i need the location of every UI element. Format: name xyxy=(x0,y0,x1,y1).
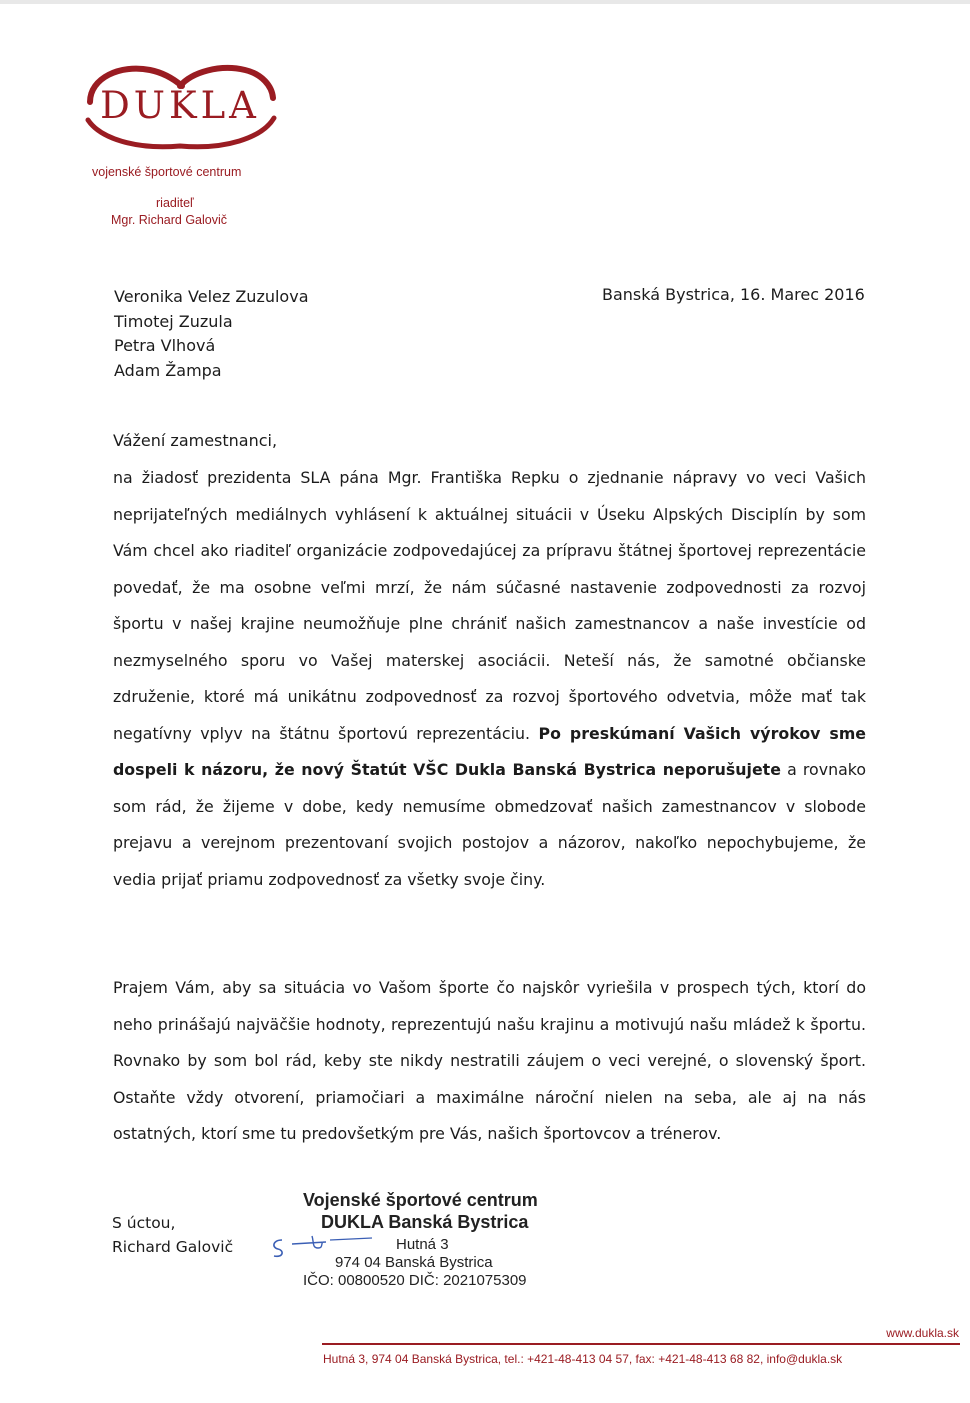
closing-signatory: Richard Galovič xyxy=(112,1238,234,1256)
director-name: Mgr. Richard Galovič xyxy=(111,213,228,227)
closing-block xyxy=(112,1211,233,1259)
stamp-line-4: 974 04 Banská Bystrica xyxy=(335,1254,493,1271)
recipient-line: Adam Žampa xyxy=(114,360,222,380)
footer-address: Hutná 3, 974 04 Banská Bystrica, tel.: +421-48-413 04 57, fax: +421-48-413 68 82, info@dukla.sk xyxy=(323,1352,843,1366)
stamp-line-3: Hutná 3 xyxy=(396,1236,449,1253)
closing-greeting: S úctou, xyxy=(112,1214,176,1232)
top-edge-rule xyxy=(0,0,970,4)
org-subtitle: vojenské športové centrum xyxy=(92,165,242,179)
body-paragraph-2: Prajem Vám, aby sa situácia vo Vašom športe čo najskôr vyriešila v prospech tých, ktorí do neho prinášajú najväčšie hodnoty, reprezentujú našu krajinu a motivujú našu mládež k športu. Rovnako by som bol rád, keby ste nikdy nestratili záujem o veci verejné, o slovenský šport. Ostaňte vždy otvorení, priamočiari a maximálne nároční nielen na seba, ale aj na nás ostatných, ktorí sme tu predovšetkým pre Vás, našich športovcov a trénerov. xyxy=(113,978,866,1143)
body-paragraph-1 xyxy=(113,460,866,898)
letter-date: Banská Bystrica, 16. Marec 2016 xyxy=(602,285,865,304)
paragraph-1-text: na žiadosť prezidenta SLA pána Mgr. Františka Repku o zjednanie nápravy vo veci Vašich neprijateľných mediálnych vyhlásení k aktuálnej situácii v Úseku Alpských Disciplín by som Vám chcel ako riaditeľ organizácie zodpovedajúcej za prípravu štátnej športovej reprezentácie povedať, že ma osobne veľmi mrzí, že nám súčasné nastavenie zodpovednosti za rozvoj športu v našej krajine neumožňuje plne chrániť našich zamestnancov a naše investície od nezmyselného sporu vo Vašej materskej asociácii. Neteší nás, že samotné občianske združenie, ktoré má unikátnu zodpovednosť za rozvoj športového odvetvia, môže mať tak negatívny vplyv na štátnu športovú reprezentáciu. xyxy=(113,468,866,743)
recipient-line: Petra Vlhová xyxy=(114,336,216,355)
paragraph-1-tail: a rovnako som rád, že žijeme v dobe, kedy nemusíme obmedzovať našich zamestnancov v slobode prejavu a verejnom prezentovaní svojich postojov a názorov, nakoľko nepochybujeme, že vedia prijať priamu zodpovednosť za všetky svoje činy. xyxy=(113,760,867,889)
logo-wordmark: DUKLA xyxy=(100,84,260,127)
salutation: Vážení zamestnanci, xyxy=(113,431,278,450)
recipient-line: Veronika Velez Zuzulova xyxy=(114,287,309,306)
recipient-line: Timotej Zuzula xyxy=(114,311,233,331)
paragraph-1-bold-statement: Po preskúmaní Vašich výrokov sme dospeli k názoru, že nový Štatút VŠC Dukla Banská Bystrica neporušujete xyxy=(113,723,867,779)
stamp-line-2: DUKLA Banská Bystrica xyxy=(321,1212,529,1232)
footer-divider xyxy=(322,1343,960,1345)
dukla-logo xyxy=(80,58,280,158)
stamp-line-5: IČO: 00800520 DIČ: 2021075309 xyxy=(303,1272,527,1289)
stamp-line-1: Vojenské športové centrum xyxy=(303,1190,538,1210)
director-role: riaditeľ xyxy=(156,196,194,210)
recipients-block xyxy=(114,285,309,383)
footer-website: www.dukla.sk xyxy=(886,1326,959,1340)
